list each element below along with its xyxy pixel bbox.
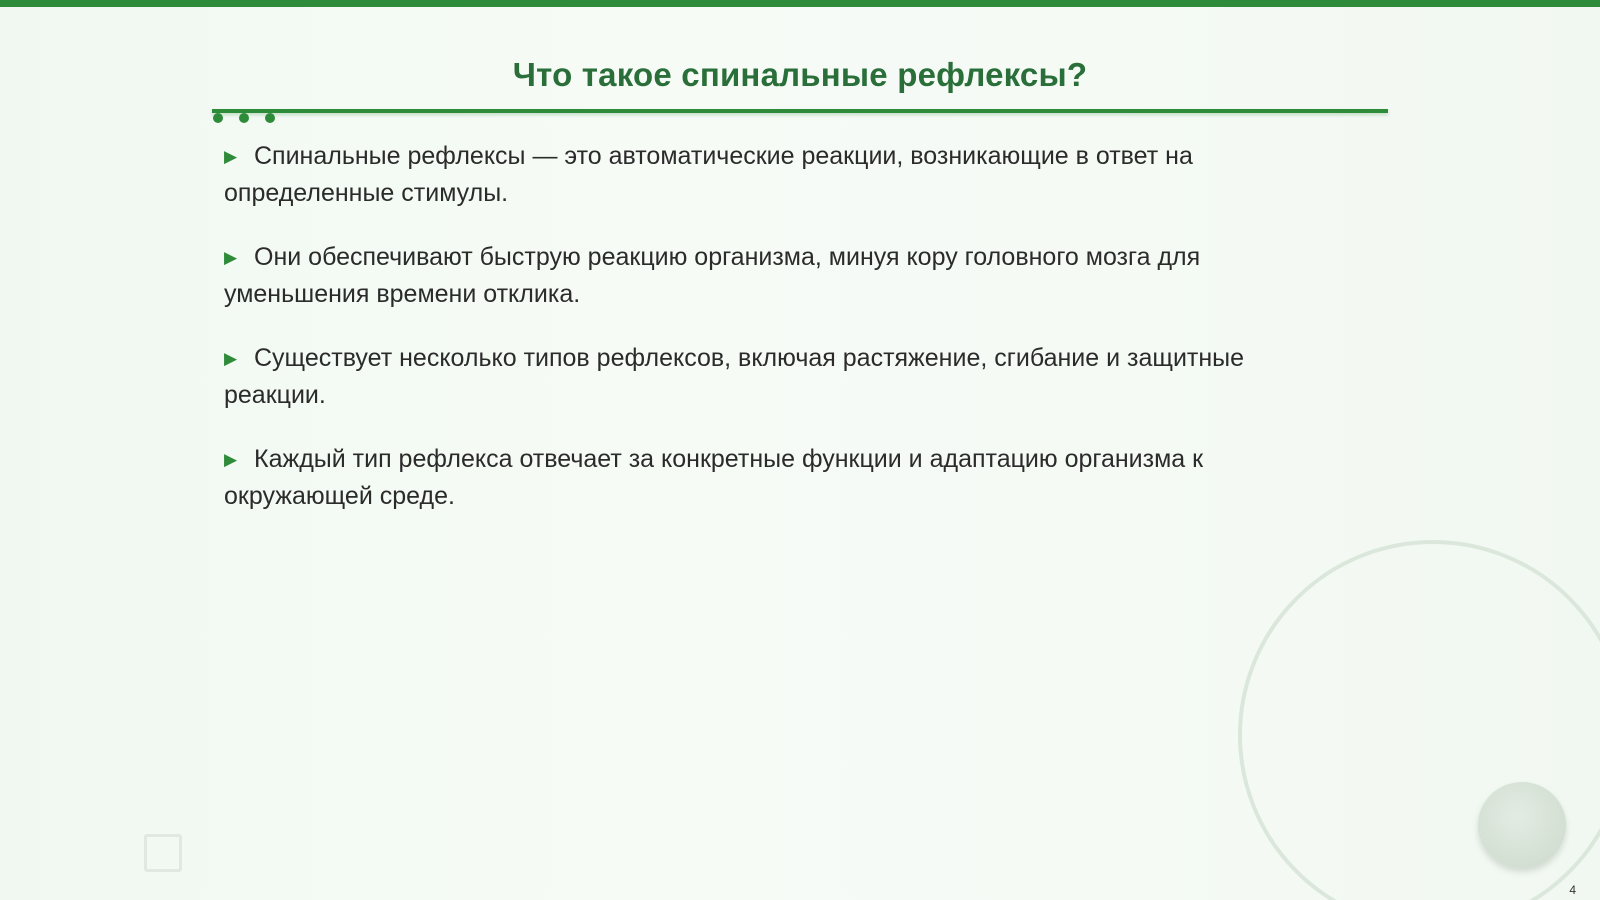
bullet-text: Они обеспечивают быструю реакцию организма, минуя кору головного мозга для уменьшения времени отклика. bbox=[224, 243, 1201, 308]
top-accent-bar bbox=[0, 0, 1600, 7]
bullet-item bbox=[224, 239, 1344, 313]
bullet-text: Каждый тип рефлекса отвечает за конкретные функции и адаптацию организма к окружающей среде. bbox=[224, 445, 1204, 510]
bullet-text: Спинальные рефлексы — это автоматические реакции, возникающие в ответ на определенные стимулы. bbox=[224, 142, 1193, 207]
bullet-item bbox=[224, 138, 1344, 212]
triangle-right-icon: ▶ bbox=[224, 248, 238, 267]
decorative-dot bbox=[239, 113, 249, 123]
page-number: 4 bbox=[1569, 883, 1576, 897]
decorative-square bbox=[144, 834, 182, 872]
triangle-right-icon: ▶ bbox=[224, 349, 238, 368]
slide-title: Что такое спинальные рефлексы? bbox=[512, 56, 1088, 93]
bullet-item bbox=[224, 340, 1344, 414]
title-underline bbox=[212, 109, 1388, 113]
triangle-right-icon: ▶ bbox=[224, 147, 238, 166]
bullet-item bbox=[224, 441, 1344, 515]
bullet-list bbox=[224, 138, 1344, 542]
decorative-sphere bbox=[1478, 782, 1566, 868]
triangle-right-icon: ▶ bbox=[224, 450, 238, 469]
decorative-dot bbox=[265, 113, 275, 123]
decorative-dot bbox=[213, 113, 223, 123]
bullet-text: Существует несколько типов рефлексов, включая растяжение, сгибание и защитные реакции. bbox=[224, 344, 1245, 409]
